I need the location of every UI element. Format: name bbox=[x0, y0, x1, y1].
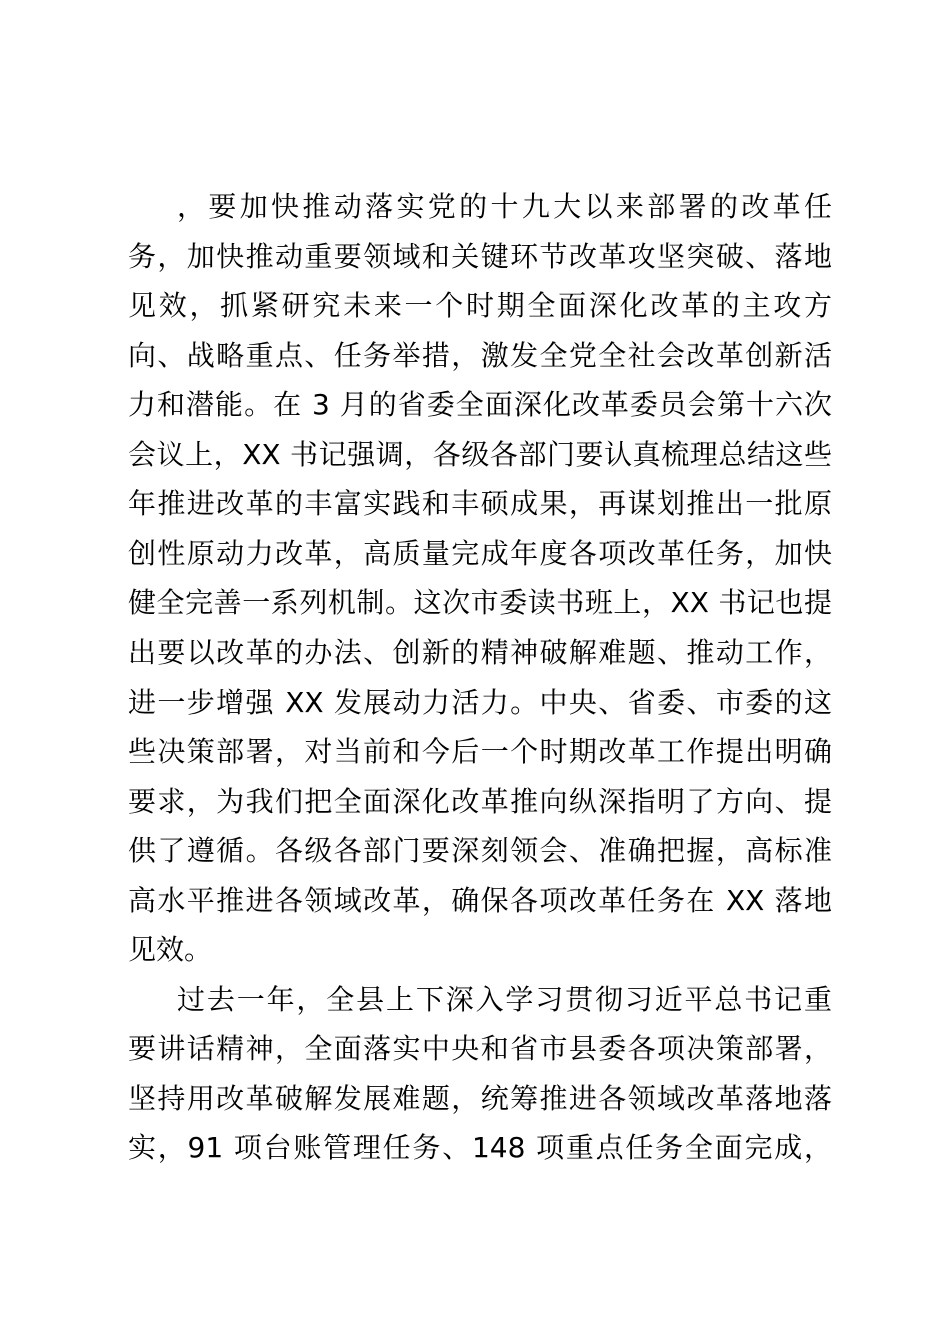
paragraph-2-line-2: 要讲话精神，全面落实中央和省市县委各项决策部署， bbox=[128, 1032, 832, 1065]
paragraph-2-line-3: 坚持用改革破解发展难题，统筹推进各领域改革落地落 bbox=[128, 1082, 832, 1115]
paragraph-1-line-13: 要求，为我们把全面深化改革推向纵深指明了方向、提 bbox=[128, 785, 832, 818]
paragraph-1-line-15: 高水平推进各领域改革，确保各项改革任务在 XX 落地 bbox=[128, 884, 832, 917]
paragraph-1-line-8: 创性原动力改革，高质量完成年度各项改革任务，加快 bbox=[128, 537, 832, 570]
paragraph-1-line-3: 见效，抓紧研究未来一个时期全面深化改革的主攻方 bbox=[128, 289, 832, 322]
paragraph-1-line-4: 向、战略重点、任务举措，激发全党全社会改革创新活 bbox=[128, 339, 832, 372]
paragraph-1-line-6: 会议上，XX 书记强调，各级各部门要认真梳理总结这些 bbox=[128, 438, 832, 471]
paragraph-1-line-7: 年推进改革的丰富实践和丰硕成果，再谋划推出一批原 bbox=[128, 487, 832, 520]
paragraph-1-line-12: 些决策部署，对当前和今后一个时期改革工作提出明确 bbox=[128, 735, 832, 768]
paragraph-1-line-1: ，要加快推动落实党的十九大以来部署的改革任 bbox=[177, 190, 832, 223]
paragraph-1-line-16: 见效。 bbox=[128, 933, 213, 966]
paragraph-1-line-10: 出要以改革的办法、创新的精神破解难题、推动工作， bbox=[128, 636, 832, 669]
paragraph-1-line-14: 供了遵循。各级各部门要深刻领会、准确把握，高标准 bbox=[128, 834, 832, 867]
paragraph-1-line-2: 务，加快推动重要领域和关键环节改革攻坚突破、落地 bbox=[128, 240, 832, 273]
paragraph-1-line-5: 力和潜能。在 3 月的省委全面深化改革委员会第十六次 bbox=[128, 388, 832, 421]
paragraph-1-line-11: 进一步增强 XX 发展动力活力。中央、省委、市委的这 bbox=[128, 686, 832, 719]
paragraph-1-line-9: 健全完善一系列机制。这次市委读书班上，XX 书记也提 bbox=[128, 586, 832, 619]
paragraph-2-line-1: 过去一年，全县上下深入学习贯彻习近平总书记重 bbox=[177, 983, 832, 1016]
paragraph-2-line-4: 实，91 项台账管理任务、148 项重点任务全面完成， bbox=[128, 1131, 832, 1164]
